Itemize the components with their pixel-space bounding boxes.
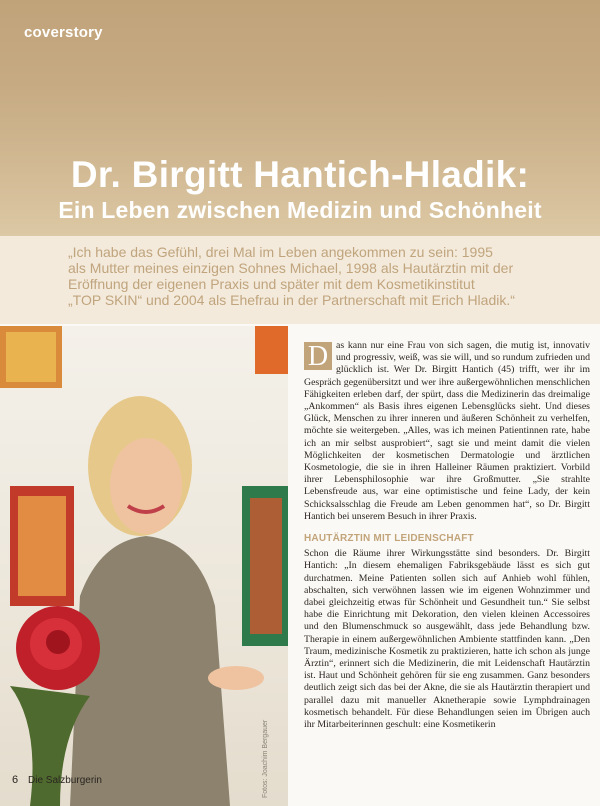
pull-quote-line: Eröffnung der eigenen Praxis und später mit dem Kosmetikinstitut (68, 276, 475, 292)
pull-quote-line: als Mutter meines einzigen Sohnes Michael, 1998 als Hautärztin mit der (68, 260, 514, 276)
pull-quote-line: „TOP SKIN“ und 2004 als Ehefrau in der Partnerschaft mit Erich Hladik.“ (68, 292, 515, 308)
article-headline: Dr. Birgitt Hantich-Hladik: (70, 154, 530, 195)
pull-quote (68, 244, 588, 308)
face-shape (110, 438, 182, 534)
portrait-photo (0, 326, 288, 806)
hand-shape (208, 666, 264, 690)
wall-artwork-top-right (255, 326, 288, 374)
photo-credit: Fotos: Joachim Bergauer (262, 719, 269, 798)
article-paragraph: Schon die Räume ihrer Wirkungsstätte sind besonders. Dr. Birgitt Hantich: „In diesem ehemaligen Fabriksgebäude lässt es sich gut durchatmen. Meine Patienten sollen sich auf Anhieb wohl fühlen, abschalten, sich verwöhnen lassen wie im eigenen Wohnzimmer und dabei gleichzeitig etwas für Schönheit und Gesundheit tun.“ Sie selbst habe die Einrichtung mit Dekoration, den vielen kleinen Accessoires und den Blumenschmuck so ausgewählt, dass jede Behandlung bzw. Therapie in einem außergewöhnlichen Ambiente stattfinden kann. „Den Traum, medizinische Kosmetik zu praktizieren, hatte ich schon als junge Ärztin“, erinnert sich die Medizinerin, die mit Leidenschaft Hautärztin ist. Haut und Schönheit gehören für sie eng zusammen. Ganz besonders deutlich zeigt sich das bei der Akne, die sie als Hautärztin therapiert und parallel dazu mit manueller Aknetherapie sowie Lymphdrainagen kosmetisch behandelt. Für diese Behandlungen seien im Übrigen auch ihr Mitarbeiterinnen geschult: eine Kosmetikerin (304, 548, 590, 731)
jacket-shape (70, 536, 230, 806)
magazine-name: Die Salzburgerin (28, 775, 102, 786)
drop-cap: D (304, 342, 332, 370)
page-number: 6 (12, 774, 19, 786)
article-subheading: HAUTÄRZTIN MIT LEIDENSCHAFT (304, 533, 474, 545)
article-body (304, 340, 590, 731)
section-label: coverstory (24, 24, 103, 41)
article-intro: as kann nur eine Frau von sich sagen, die mutig ist, innovativ und progressiv, weiß, was sie will, und so rundum zufrieden und glücklich ist. Wer Dr. Birgitt Hantich (45) trifft, wer ihr im Gespräch gegenübersitzt und wer ihre außergewöhnlichen menschlichen Fähigkeiten erleben darf, der spürt, dass die Medizinerin das dreimalige „Ankommen“ als Basis ihres eigenen Lebensglücks sieht. Und dieses Glück, Menschen zu ihrer inneren und äußeren Schönheit zu verhelfen, möchte sie weitergeben. „Alles, was ich meinen Patientinnen rate, habe ich an mir selbst ausprobiert“, sagt sie und meint damit die vielen Möglichkeiten der kosmetischen Dermatologie und ärztlichen Kosmetologie, die sie in ihren Halleiner Räumen praktiziert. Vorbild ihrer Lebensphilosophie war ihre Großmutter. „Sie strahlte Lebensfreude aus, war eine optimistische und feine Lady, der kein Schicksalsschlag die Freude am Leben genommen hat“, so Dr. Birgitt Hantich bei unserem Besuch in ihrer Praxis. (304, 340, 590, 522)
article-subheadline: Ein Leben zwischen Medizin und Schönheit (58, 197, 542, 223)
portrait-illustration (0, 326, 288, 806)
pull-quote-line: „Ich habe das Gefühl, drei Mal im Leben angekommen zu sein: 1995 (68, 244, 493, 260)
